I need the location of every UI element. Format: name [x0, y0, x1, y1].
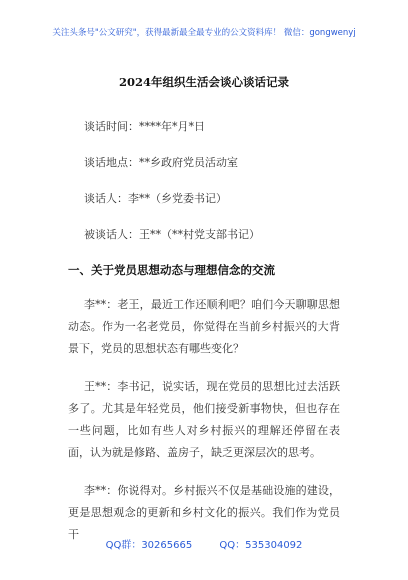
talk-place: 谈话地点：**乡政府党员活动室 — [84, 156, 238, 169]
footer-contact — [0, 536, 408, 551]
header-note: 关注头条号"公文研究"，获得最新最全最专业的公文资料库！ 微信：gongwenyj — [52, 28, 356, 38]
paragraph-1: 李**：老王，最近工作还顺利吧？咱们今天聊聊思想动态。作为一名老党员，你觉得在当前乡村振兴的大背景下，党员的思想状态有哪些变化？ — [68, 298, 340, 355]
talkee: 被谈话人：王**（**村党支部书记） — [84, 228, 260, 241]
paragraph-2: 王**：李书记，说实话，现在党员的思想比过去活跃多了。尤其是年轻党员，他们接受新事物快，但也存在一些问题，比如有些人对乡村振兴的理解还停留在表面，认为就是修路、盖房子，缺乏更深层次的思考。 — [68, 380, 340, 459]
footer-qq: QQ：535304092 — [219, 540, 303, 551]
talker: 谈话人：李**（乡党委书记） — [84, 192, 227, 205]
document-title: 2024年组织生活会谈心谈话记录 — [118, 75, 289, 89]
paragraph-3: 李**：你说得对。乡村振兴不仅是基础设施的建设，更是思想观念的更新和乡村文化的振兴。我们作为党员干 — [68, 484, 340, 541]
section-heading: 一、关于党员思想动态与理想信念的交流 — [68, 263, 275, 277]
talk-time: 谈话时间：****年*月*日 — [84, 120, 205, 133]
footer-qq-group: QQ群：30265665 — [105, 540, 193, 551]
